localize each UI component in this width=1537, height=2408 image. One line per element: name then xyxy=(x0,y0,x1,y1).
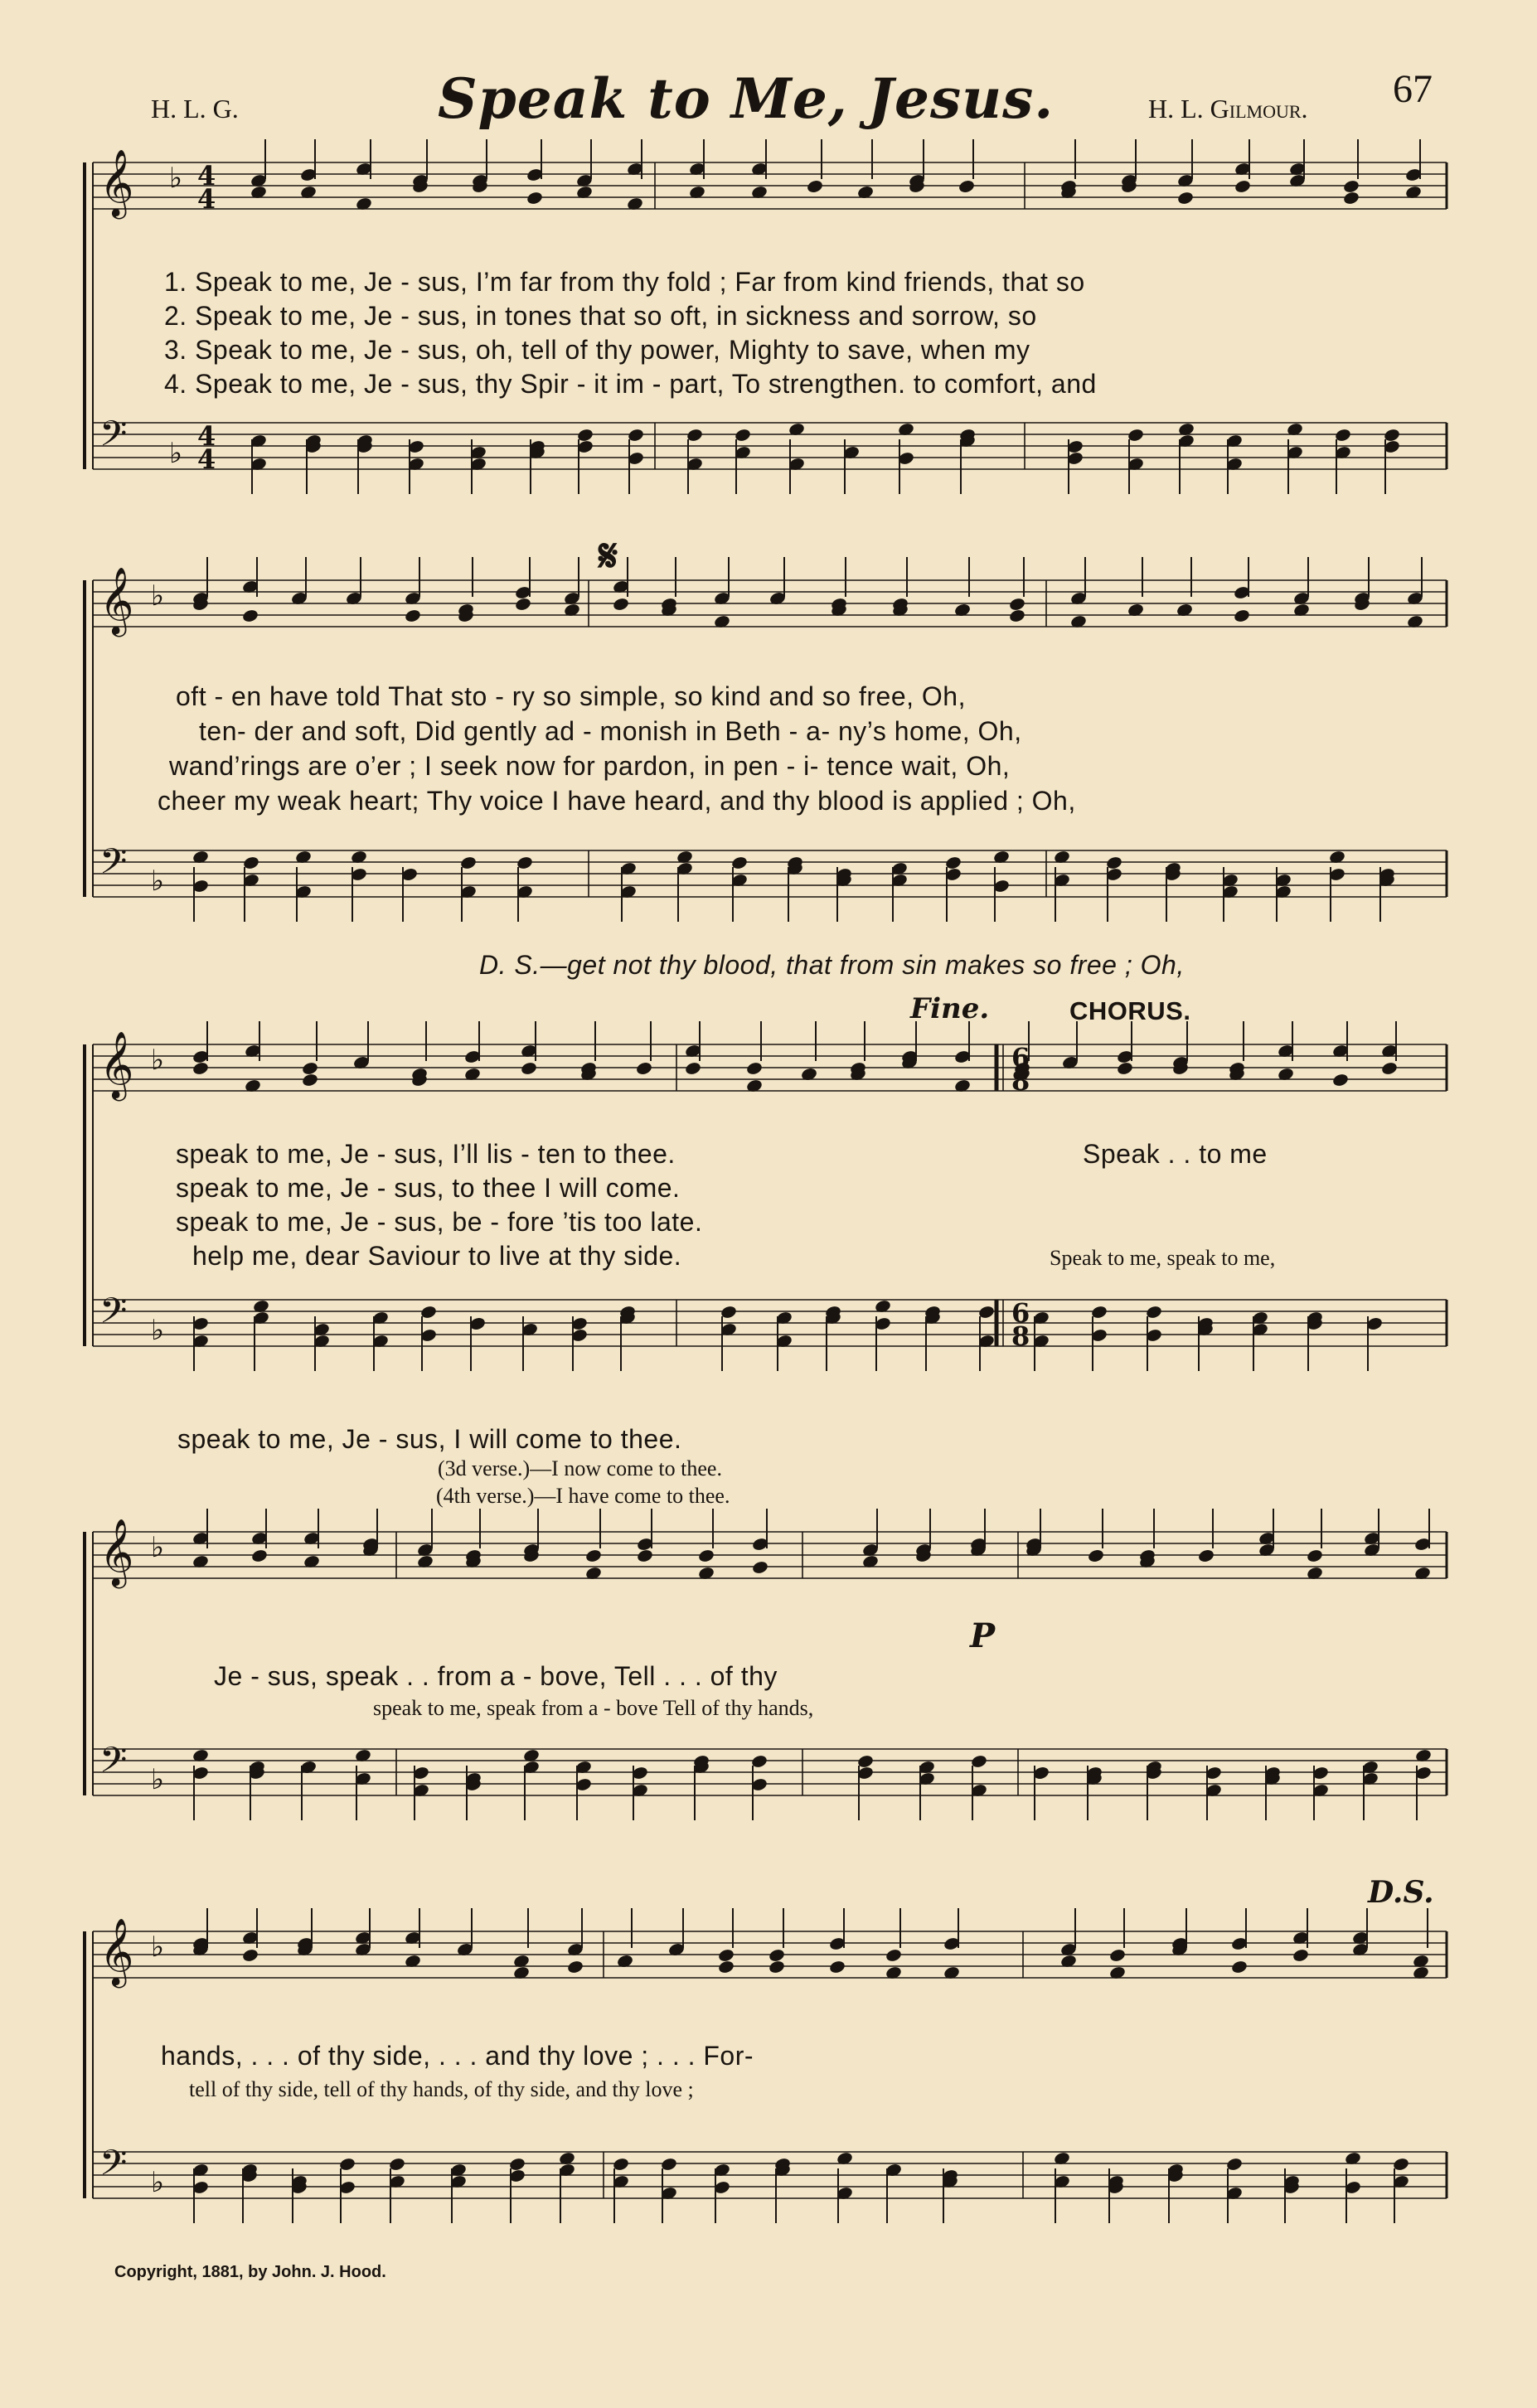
composer-credit-left: H. L. G. xyxy=(151,94,239,124)
note-head xyxy=(1342,179,1360,194)
note-head xyxy=(192,1061,209,1076)
note-head xyxy=(717,1960,735,1974)
bass-verse-4-note: (4th verse.)—I have come to thee. xyxy=(436,1484,730,1508)
time-signature-numerator: 4 xyxy=(197,160,216,191)
key-signature-flat: ♭ xyxy=(151,865,165,898)
note-head xyxy=(717,1948,735,1963)
note-head xyxy=(635,1061,652,1076)
note-head xyxy=(1342,191,1360,206)
chorus-line-5: hands, . . . of thy side, . . . and thy love ; . . . For- xyxy=(161,2041,754,2071)
note-head xyxy=(1230,1960,1248,1974)
chorus-subline-4: speak to me, speak from a - bove Tell of thy hands, xyxy=(373,1696,814,1720)
key-signature-flat: ♭ xyxy=(151,1931,165,1964)
key-signature-flat: ♭ xyxy=(151,2166,165,2199)
note-head xyxy=(241,608,259,623)
verse-2-line-1: 2. Speak to me, Je - sus, in tones that so oft, in sickness and sorrow, so xyxy=(164,301,1037,331)
note-head xyxy=(584,1548,602,1563)
note-head xyxy=(958,179,975,194)
bass-verse-3-note: (3d verse.)—I now come to thee. xyxy=(438,1456,722,1480)
note-head xyxy=(697,1548,715,1563)
note-head xyxy=(1306,1548,1323,1563)
note-head xyxy=(301,1073,318,1088)
chorus-subline-5: tell of thy side, tell of thy hands, of thy side, and thy love ; xyxy=(189,2077,694,2101)
verse-3-line-3: speak to me, Je - sus, be - fore ’tis too late. xyxy=(176,1207,703,1237)
clef: 𝄞 xyxy=(99,148,134,216)
note-head xyxy=(1116,1061,1133,1076)
composer-credit-right: H. L. Gilmour. xyxy=(1148,94,1308,124)
verse-4-line-2: cheer my weak heart; Thy voice I have heard, and thy blood is applied ; Oh, xyxy=(158,786,1076,816)
clef: 𝄢 xyxy=(99,1740,128,1790)
note-head xyxy=(520,1061,537,1076)
note-head xyxy=(1380,1061,1398,1076)
bass-lyric: speak to me, Je - sus, I will come to thee. xyxy=(177,1424,682,1454)
note-head xyxy=(404,608,421,623)
note-head xyxy=(745,1061,763,1076)
note-head xyxy=(806,179,823,194)
clef: 𝄞 xyxy=(99,1030,134,1098)
note-head xyxy=(1292,1948,1309,1963)
note-head xyxy=(1234,179,1251,194)
fine-marking: Fine. xyxy=(910,992,990,1025)
key-signature-flat: ♭ xyxy=(151,579,165,613)
clef: 𝄢 xyxy=(99,841,128,891)
time-signature-numerator: 6 xyxy=(1011,1297,1030,1329)
note-head xyxy=(1008,608,1025,623)
chorus-sublyric: Speak to me, speak to me, xyxy=(1050,1246,1276,1270)
time-signature-denominator: 4 xyxy=(197,183,216,215)
clef: 𝄞 xyxy=(99,566,134,634)
note-head xyxy=(514,597,531,612)
clef: 𝄞 xyxy=(99,1518,134,1586)
verse-3-line-1: 3. Speak to me, Je - sus, oh, tell of thy power, Mighty to save, when my xyxy=(164,335,1030,365)
note-head xyxy=(301,1061,318,1076)
chorus-lyric: Speak . . to me xyxy=(1083,1139,1268,1169)
note-head xyxy=(768,1960,785,1974)
note-head xyxy=(636,1548,653,1563)
time-signature-numerator: 4 xyxy=(197,420,216,452)
note-head xyxy=(684,1061,701,1076)
verse-1-line-1: 1. Speak to me, Je - sus, I’m far from thy fold ; Far from kind friends, that so xyxy=(164,267,1085,297)
note-head xyxy=(1087,1548,1104,1563)
verse-4-line-1: 4. Speak to me, Je - sus, thy Spir - it im - part, To strengthen. to comfort, and xyxy=(164,369,1097,399)
chorus-heading: CHORUS. xyxy=(1069,996,1191,1025)
segno-sign: 𝄋 xyxy=(599,529,618,582)
page-number: 67 xyxy=(1393,67,1433,111)
note-head xyxy=(1008,597,1025,612)
key-signature-flat: ♭ xyxy=(169,437,183,470)
note-head xyxy=(1176,191,1194,206)
note-head xyxy=(1108,1948,1126,1963)
note-head xyxy=(1197,1548,1215,1563)
note-head xyxy=(1233,608,1250,623)
dynamic-piano: P xyxy=(970,1616,996,1655)
clef: 𝄢 xyxy=(99,1291,128,1340)
clef: 𝄢 xyxy=(99,2143,128,2192)
note-head xyxy=(751,1560,768,1575)
chorus-line-4: Je - sus, speak . . from a - bove, Tell . . . of thy xyxy=(214,1661,778,1691)
note-head xyxy=(250,1548,268,1563)
note-head xyxy=(768,1948,785,1963)
note-head xyxy=(526,191,543,206)
clef: 𝄞 xyxy=(99,1917,134,1985)
ds-marking: D.S. xyxy=(1368,1875,1434,1910)
time-signature-denominator: 8 xyxy=(1011,1320,1030,1352)
verse-2-line-3: speak to me, Je - sus, to thee I will come. xyxy=(176,1173,681,1203)
note-head xyxy=(566,1960,584,1974)
time-signature-denominator: 8 xyxy=(1011,1065,1030,1097)
note-head xyxy=(885,1948,902,1963)
note-head xyxy=(241,1948,259,1963)
note-head xyxy=(1331,1073,1349,1088)
verse-4-line-3: help me, dear Saviour to live at thy side. xyxy=(192,1241,682,1271)
verse-3-line-2: wand’rings are o’er ; I seek now for pardon, in pen - i- tence wait, Oh, xyxy=(169,751,1011,781)
key-signature-flat: ♭ xyxy=(151,1763,165,1796)
verse-2-line-2: ten- der and soft, Did gently ad - monish in Beth - a- ny’s home, Oh, xyxy=(199,716,1022,746)
note-head xyxy=(612,597,629,612)
key-signature-flat: ♭ xyxy=(151,1314,165,1347)
hymn-title: Speak to Me, Jesus. xyxy=(438,66,1055,131)
key-signature-flat: ♭ xyxy=(151,1531,165,1564)
key-signature-flat: ♭ xyxy=(169,162,183,195)
ds-lyric-line: D. S.—get not thy blood, that from sin makes so free ; Oh, xyxy=(479,950,1185,980)
clef: 𝄢 xyxy=(99,414,128,463)
note-head xyxy=(828,1960,846,1974)
time-signature-denominator: 4 xyxy=(197,443,216,475)
verse-1-line-3: speak to me, Je - sus, I’ll lis - ten to thee. xyxy=(176,1139,676,1169)
time-signature-numerator: 6 xyxy=(1011,1042,1030,1073)
key-signature-flat: ♭ xyxy=(151,1044,165,1077)
verse-1-line-2: oft - en have told That sto - ry so simple, so kind and so free, Oh, xyxy=(176,681,966,711)
copyright-notice: Copyright, 1881, by John. J. Hood. xyxy=(114,2263,386,2281)
